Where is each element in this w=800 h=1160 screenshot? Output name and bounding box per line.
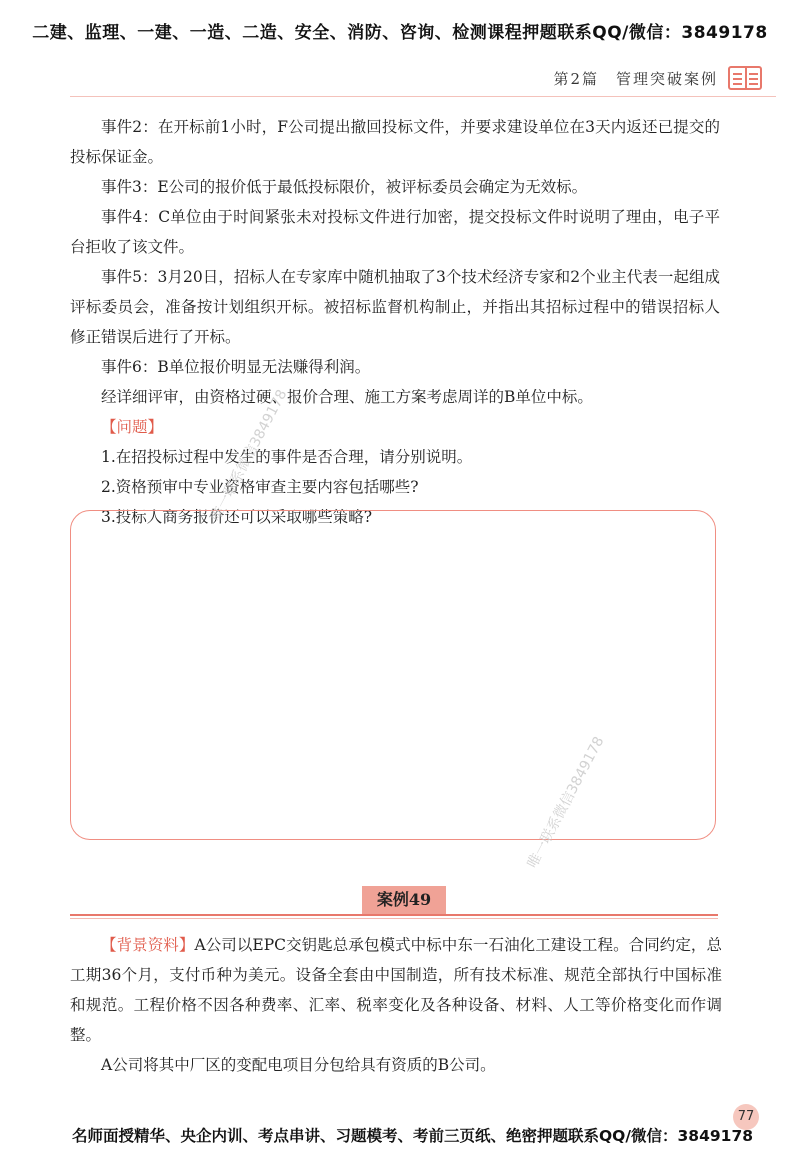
chapter-header (553, 66, 762, 90)
bottom-banner: 名师面授精华、央企内训、考点串讲、习题模考、考前三页纸、绝密押题联系QQ/微信：3849178 (72, 1127, 754, 1145)
header-divider (70, 96, 776, 97)
page-number: 77 (733, 1104, 759, 1130)
case-divider (70, 914, 718, 916)
event-5: 事件5：3月20日，招标人在专家库中随机抽取了3个技术经济专家和2个业主代表一起组成评标委员会，准备按计划组织开标。被招标监督机构制止，并指出其招标过程中的错误招标人修正错误后进行了开标。 (70, 268, 720, 346)
question-2: 2.资格预审中专业资格审查主要内容包括哪些? (101, 478, 419, 496)
question-3: 3.投标人商务报价还可以采取哪些策略? (101, 508, 373, 526)
event-3: 事件3：E公司的报价低于最低投标限价，被评标委员会确定为无效标。 (101, 178, 588, 196)
case-divider-thin (70, 918, 718, 919)
case-title: 案例49 (362, 886, 446, 914)
case-49-body (70, 930, 722, 1080)
questions-tag: 【问题】 (101, 418, 164, 436)
background-paragraph (70, 930, 722, 1050)
watermark-1: 唯一联系微信3849178 (207, 387, 291, 524)
subcontract-paragraph: A公司将其中厂区的变配电项目分包给具有资质的B公司。 (101, 1056, 496, 1074)
event-4: 事件4：C单位由于时间紧张未对投标文件进行加密，提交投标文件时说明了理由，电子平台拒收了该文件。 (70, 208, 720, 256)
event-6: 事件6：B单位报价明显无法赚得利润。 (101, 358, 371, 376)
evaluation-result: 经详细评审，由资格过硬、报价合理、施工方案考虑周详的B单位中标。 (101, 388, 593, 406)
book-icon (728, 66, 762, 90)
background-text: A公司以EPC交钥匙总承包模式中标中东一石油化工建设工程。合同约定，总工期36个月，支付币种为美元。设备全套由中国制造，所有技术标准、规范全部执行中国标准和规范。工程价格不因各种费率、汇率、税率变化及各种设备、材料、人工等价格变化而作调整。 (70, 936, 722, 1044)
event-2: 事件2：在开标前1小时，F公司提出撤回投标文件，并要求建设单位在3天内返还已提交的投标保证金。 (70, 118, 720, 166)
background-tag: 【背景资料】 (101, 936, 195, 954)
top-banner: 二建、监理、一建、一造、二造、安全、消防、咨询、检测课程押题联系QQ/微信：3849178 (32, 23, 768, 43)
case-body (70, 112, 720, 532)
case-title-band (70, 886, 718, 916)
answer-box (70, 510, 716, 840)
watermark-2: 唯一联系微信3849178 (524, 734, 608, 871)
chapter-title: 第2篇 管理突破案例 (553, 69, 718, 88)
question-1: 1.在招投标过程中发生的事件是否合理，请分别说明。 (101, 448, 473, 466)
questions-heading (70, 412, 720, 442)
